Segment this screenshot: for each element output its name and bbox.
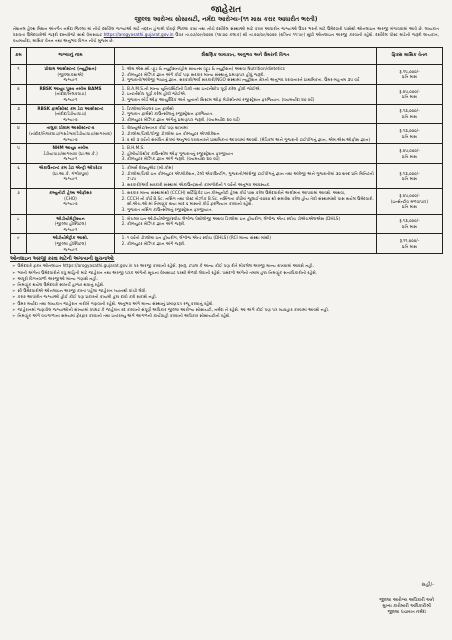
qualification-cell — [115, 163, 377, 188]
salary-amount: રૂ.૧૩,૦૦૦/- — [399, 218, 420, 224]
qualification-cell — [115, 124, 377, 144]
salary-period: પ્રતિ માસ — [401, 74, 418, 80]
post-name: ઓડીયોમેટ્રીક આસી. — [52, 235, 89, 241]
page-title: જાહેરાત — [210, 5, 242, 15]
table-row — [11, 144, 443, 164]
instruction-item: ➢ કરાર આધારીત જગ્યાઓ હોઈ કોઈ પણ પ્રકારનો કાયમી હક્ક દાવો કરી શકાશે નહી. — [19, 294, 442, 300]
post-place: (નાંદોદ/તિલકવાડા) — [54, 91, 87, 97]
salary-cell — [377, 104, 443, 124]
qualification-item: 1. ગ્રેજ્યુએટ/સ્નાતક કોઈ પણ શાખામાં — [127, 125, 374, 131]
salary-amount: રૂ.૧૩,૦૦૦/- — [399, 108, 420, 114]
post-place: ડેડીયાપાડા/સાગબારા (પ્રા.આ.કે.) — [43, 150, 98, 156]
table-row — [11, 65, 443, 85]
salary-amount: રૂ.૧૫,૦૦૦/- — [399, 68, 420, 74]
qualification-list — [117, 190, 374, 212]
qualification-list — [117, 216, 374, 227]
post-name: એકાઉન્ટન્ટ કમ ડેટા એન્ટ્રી ઓપરેટર — [38, 164, 103, 170]
qualification-item: 1. ડિપ્લોમા/બેચલર ઇન ફાર્મસી — [127, 106, 374, 112]
qualification-cell — [115, 104, 377, 124]
posts-table — [10, 47, 443, 254]
qualification-item: 2. કોમ્પ્યુટર બેઝિક જ્ઞાન અંગે જરૂરી. — [127, 241, 374, 247]
qualification-cell — [115, 234, 377, 254]
qualification-list — [117, 165, 374, 187]
salary-cell — [377, 124, 443, 144]
qualification-item: 1. B.H.M.S. — [127, 145, 374, 151]
post-name: NHM આયુષ તબીબ — [52, 145, 89, 151]
post-cell — [27, 65, 115, 85]
qualification-item: 1. ૧ વર્ષનો ડીપ્લોમા ઇન હીયરીંગ, લેંગ્વેજ એન્ડ સ્પીચ (DHLS) (RCI માન્ય સંસ્થા માંથી) — [127, 235, 374, 241]
salary-amount: રૂ.૧૩,૦૦૦/- — [399, 128, 420, 134]
arogyasathi-link[interactable]: https://arogyasathi.gujarat.gov.in — [103, 32, 174, 37]
post-count: જગ્યા-૧ — [63, 156, 78, 162]
row-number: ૧ — [11, 65, 27, 85]
table-row — [11, 84, 443, 104]
instruction-item: ➢ નિમણૂંક થયેલ ઉમેદવારે સ્વખર્ચે હાજર થવાનું રહેશે. — [19, 282, 442, 288]
post-count: જગ્યા-૧ — [63, 226, 78, 232]
col-header-salary: ફિક્સ માસિક વેતન — [377, 48, 443, 65]
instruction-item: ➢ સૌ ઉમેદવારોએ ઓનલાઇન અરજી કરતા પહેલા જાહેરાત ધ્યાનથી વાંચી લેવી. — [19, 288, 442, 294]
post-cell — [27, 214, 115, 234]
qualification-cell — [115, 84, 377, 104]
instructions-list — [10, 263, 442, 319]
qualification-cell — [115, 214, 377, 234]
qualification-list — [117, 86, 374, 103]
post-cell — [27, 234, 115, 254]
qualification-item: 3. કોમ્પ્યુટર બેઝિક જ્ઞાન અંગેનું પ્રમાણપત્ર જરૂરી. (વયમર્યાદા ૪૦ વર્ષ) — [127, 117, 374, 123]
table-row — [11, 124, 443, 144]
col-header-qualification: શૈક્ષણિક લાયકાત, અનુભવ અને ઉંમરની વિગત — [115, 48, 377, 65]
qualification-item: 3. ૨ થી ૩ વર્ષનો સંબંધિત ક્ષેત્રમાં અનુભવ ધરાવનારને પ્રાથમિકતા આપવામાં આવશે. (મેડિકલ અને ગુજરાતી ટાઈપીંગનું જ્ઞાન, એમ.એસ.ઓફીસ જ્ઞાન) — [127, 137, 374, 143]
post-place: (નાંદોદ/તિલકવાડા/ગરુડેશ્વર/ડેડીયાપાડા/સાગબારા) — [29, 130, 112, 136]
salary-amount: રૂ.૨૫,૦૦૦/- — [399, 147, 420, 153]
page-subtitle: જીલ્લા આરોગ્ય સોસાયટી, નર્મદા આરોગ્ય-(૧૧ માસ કરાર આધારીત ભરતી) — [134, 16, 318, 23]
qualification-item: 2. ડીપ્લોમા/ડિગ્રી ઇન કોમ્પ્યુટર એપ્લીકેશન, ટેલી એકાઉન્ટીંગ, ગુજરાતી/અંગ્રેજી ટાઈપીંગનું જ્ઞાન તથા અંગ્રેજી અને ગુજરાતીમાં ૩૦ શબ્દ પ્રતિ મિનિટની ઝડપ — [127, 171, 374, 182]
salary-amount: રૂ.૨૫,૦૦૦/- — [399, 193, 420, 199]
header — [10, 0, 442, 24]
qualification-item: 2. ઇન્ટર્નશીપ પૂર્ણ કરેલ હોવી જોઈએ. — [127, 91, 374, 97]
qualification-list — [117, 66, 374, 83]
qualification-item: 3. ગુજરાત નર્સિંગ કાઉન્સીલનું રજીસ્ટ્રેશન ફરજીયાત. — [127, 207, 374, 213]
salary-period: પ્રતિ માસ — [401, 204, 418, 210]
intro-text-after: ઉપર તા.૦૭/૦૯/૨૦૨૨ (૧૨:૦૦ કલાક) થી તા.૨૦/૦૯/૨૦૨૨ (રાત્રિના ૧૧:૫૯) સુધી ઓનલાઇન અરજી કરવાની રહેશે. દર્શાવેલ પોસ્ટ માટેની જરૂરી લાયકાત, વયમર્યાદા, માસિક વેતન તથા અનુભવ વિગત નીચે મુજબ છે. — [13, 32, 439, 43]
table-row — [11, 189, 443, 214]
row-number: ૨ — [11, 84, 27, 104]
qualification-cell — [115, 189, 377, 214]
qualification-list — [117, 106, 374, 123]
post-count: જગ્યા-૧ — [63, 176, 78, 182]
instructions-section — [10, 257, 442, 319]
post-count: જગ્યા-૨ — [63, 116, 78, 122]
post-cell — [27, 144, 115, 164]
post-place: (જીલ્લાકક્ષાએ) — [57, 71, 84, 77]
post-count: જગ્યા-૨ — [63, 201, 78, 207]
table-row — [11, 163, 443, 188]
qualification-item: 2. કોમ્પ્યુટર બેઝિક જ્ઞાન અંગે જરૂરી. — [127, 221, 374, 227]
row-number: ૫ — [11, 144, 27, 164]
table-row — [11, 234, 443, 254]
instruction-item: ➢ જાહેરાતમાં જણાવેલ જગ્યાઓની સંખ્યામાં વધઘટ કે જાહેરાત રદ કરવાનો સંપૂર્ણ અધિકાર જીલ્લા આરોગ્ય સોસાયટી, નર્મદા ને રહેશે. આ અંગે કોઈ પણ પત્ર વ્યવહાર કરવામાં આવશે નહી. — [19, 307, 442, 313]
table-row — [11, 104, 443, 124]
salary-cell — [377, 234, 443, 254]
salary-cell — [377, 214, 443, 234]
post-name: કમ્યુનીટી હેલ્થ ઓફીસર — [49, 190, 92, 196]
signature-mark: સહી/- — [421, 582, 434, 588]
qualification-item: 1. B.A.M.S.ની માન્ય યુનિવર્સિટીની ડિગ્રી તથા ઇન્ટર્નશીપ પૂર્ણ કરેલ હોવી જોઈએ. — [127, 86, 374, 92]
salary-cell — [377, 84, 443, 104]
qualification-item: 1. બેચલર ઇન ઓડીયોલોજી/સ્પીચ લેંગ્વેજ પેથોલોજી અથવા ડિપ્લોમા ઇન હીયરીંગ, લેંગ્વેજ એન્ડ સ્પીચ ડીએચએલએસ (DHLS) — [127, 216, 374, 222]
salary-note: (ઇન્સેન્ટીવ મળવાપાત્ર) — [390, 198, 429, 204]
post-place: (નાંદોદ/ડેડીયાપાડા) — [54, 111, 87, 117]
instructions-heading: ઓનલાઇન અરજી કરવા માટેની અગત્યની સુચનાઓઃ — [10, 257, 115, 263]
signature-block — [379, 582, 434, 616]
post-cell — [27, 104, 115, 124]
salary-period: પ્રતિ માસ — [401, 94, 418, 100]
row-number: ૯ — [11, 234, 27, 254]
qualification-item: 2. ગુજરાત ફાર્મસી કાઉન્સીલનું રજીસ્ટ્રેશન ફરજિયાત. — [127, 111, 374, 117]
post-cell — [27, 189, 115, 214]
salary-amount: રૂ.૧૧,૦૦૦/- — [399, 238, 420, 244]
post-place: (CHO) — [64, 195, 77, 201]
signature-line-1: જીલ્લા આરોગ્ય અધિકારી અને — [379, 598, 434, 603]
intro-text-before: નેશનલ હેલ્થ મિશન અંતર્ગત નર્મદા જિલ્લા માં નીચે દર્શાવેલ જગ્યાઓ માટે તદ્દન હંગામી ધોરણે જિલ્લા કક્ષા તથા નીચે દર્શાવેલ સંસ્થાઓ માટે કરાર આધારીત જગ્યાઓ ઉપર ભરતી માટે ઉમેદવારો પાસેથી ઓનલાઇન અરજી મંગાવવામાં આવે છે. લાયકાત ધરાવતા ઉમેદવારોએ જરૂરી દસ્તાવેજો સાથે વેબસાઇટ — [13, 26, 439, 37]
salary-cell — [377, 189, 443, 214]
post-place: (જીલ્લા હોસ્પિટલ) — [54, 241, 87, 247]
table-body — [11, 65, 443, 254]
post-cell — [27, 163, 115, 188]
post-name: RBSK આયુષ પુરુષ તબીબ BAMS — [39, 85, 102, 91]
row-number: ૮ — [11, 214, 27, 234]
salary-period: પ્રતિ માસ — [401, 224, 418, 230]
instruction-item: ➢ ઉમેદવારે ફક્ત ઓનલાઇન https://arogyasathi.gujarat.gov.in પર અરજી કરવાની રહેશે. રૂબરૂ, ટપાલ કે અન્ય કોઈ પણ રીતે મોકલેલ અરજી માન્ય રાખવામાં આવશે નહી. — [19, 263, 442, 269]
salary-period: પ્રતિ માસ — [401, 153, 418, 159]
salary-amount: રૂ.૧૩,૦૦૦/- — [399, 170, 420, 176]
qualification-list — [117, 125, 374, 142]
post-name: તાલુકા પ્રોગ્રામ આસીસ્ટન્ટ-૨ — [46, 125, 95, 131]
qualification-item: 3. સરકારી/અર્ધ સરકારી સંસ્થામાં એકાઉન્ટ્સની કામગીરીનો ૧ વર્ષનો અનુભવ આવશ્યક. — [127, 182, 374, 188]
post-cell — [27, 84, 115, 104]
qualification-cell — [115, 65, 377, 85]
qualification-item: 3. ગુજરાત બોર્ડ ઓફ આયુર્વેદિક અને યુનાની સિસ્ટમ ઓફ મેડીસીનમાં રજીસ્ટ્રેશન ફરજિયાત. (વયમર્યાદા ૪૦ વર્ષ) — [127, 97, 374, 103]
instruction-item: ➢ ઉંમર મર્યાદા તથા લાયકાત જાહેરાત તારીખે ગણવાની રહેશે. અનુભવ અંગે માન્ય સંસ્થાનું પ્રમાણપત્ર રજૂ કરવાનું રહેશે. — [19, 301, 442, 307]
post-name: RBSK ફાર્માસીસ્ટ કમ ડેટા આસીસ્ટન્ટ — [37, 105, 104, 111]
post-count: જગ્યા-૧ — [63, 77, 78, 83]
salary-period: પ્રતિ માસ — [401, 243, 418, 249]
salary-cell — [377, 144, 443, 164]
signature-line-2: મુખ્ય કારોબારી અધિકારીશ્રી — [382, 604, 432, 609]
qualification-item: 2. ડીપ્લોમા/ડિગ્રી/પીજી ડીપ્લોમા ઇન કોમ્પ્યુટર એપ્લીકેશન — [127, 131, 374, 137]
instruction-item: ➢ અધૂરી વિગતવાળી અરજીઓ માન્ય ગણાશે નહી. — [19, 276, 442, 282]
post-name: ઓડીયોમેટ્રીશ્યન — [56, 215, 85, 221]
post-count: જગ્યા-૧ — [63, 96, 78, 102]
row-number: ૩ — [11, 104, 27, 124]
table-row — [11, 214, 443, 234]
qualification-item: 1. એમ.એસ.સી.-ફૂડ & ન્યુટ્રીશન/હોમ સાયન્સ (ફૂડ & ન્યુટ્રીશન) અથવા Nutrition/dietetics — [127, 66, 374, 72]
post-name: પ્રોગ્રામ આસીસ્ટન્ટ (ન્યુટ્રીશન) — [44, 66, 97, 71]
qualification-list — [117, 145, 374, 162]
post-count: જગ્યા-૨ — [63, 136, 78, 142]
post-cell — [27, 124, 115, 144]
intro-paragraph — [13, 26, 439, 44]
qualification-item: 2. CCCH નો કોર્ષ B.Sc. નર્સિંગ તથા પોસ્ટ બેઝીક B.Sc. નર્સિંગના કોર્ષમાં જુલાઈ-૨૦૨૦ થી સમાવેશ કરેલ હોય તેવી સંસ્થામાંથી પાસ થયેલ ઉમેદવારો. સી.એચ.ઓ.માં નિમણૂંક થયા બાદ ૬ માસનો કોર્ષ ફરજિયાત કરવાનો રહેશે. — [127, 196, 374, 207]
post-count: જગ્યા-૧ — [63, 246, 78, 252]
instruction-item: ➢ નિમણૂંક અંગે વચગાળાના સમયમાં ફેરફાર કરવાનો તથા ઇન્ટરવ્યુ અંગે આગળની કાર્યવાહી કરવાનો અધિકાર સોસાયટીનો રહેશે. — [19, 313, 442, 319]
row-number: ૭ — [11, 189, 27, 214]
qualification-cell — [115, 144, 377, 164]
qualification-item: 2. કોમ્પ્યુટર બેઝિક જ્ઞાન અંગે કોઈ પણ સરકાર માન્ય સંસ્થાનું પ્રમાણપત્ર હોવું જરૂરી. — [127, 72, 374, 78]
salary-period: પ્રતિ માસ — [401, 176, 418, 182]
row-number: ૪ — [11, 124, 27, 144]
col-header-post: જગ્યાનું નામ — [27, 48, 115, 65]
post-place: (જીલ્લા હોસ્પિટલ) — [54, 221, 87, 227]
post-place: (પ્રા.આ.કે. ગંભીરપુરા) — [52, 170, 89, 176]
salary-cell — [377, 65, 443, 85]
qualification-item: 3. કોમ્પ્યુટર બેઝિક જ્ઞાન અંગે જરૂરી. (વયમર્યાદા ૪૦ વર્ષ) — [127, 156, 374, 162]
qualification-item: 3. ગુજરાતી/અંગ્રેજી ભાષાનું જ્ઞાન. સરકારી/અર્ધ સરકારી/NGO સંસ્થામાં ન્યુટ્રીશન ક્ષેત્રનો અનુભવ ધરાવનારને પ્રાથમિકતા. ઉંમર-મહત્તમ ૩૫ વર્ષ — [127, 77, 374, 83]
qualification-item: 1. કોમર્સ ગ્રેજ્યુએટ (બી.કોમ) — [127, 165, 374, 171]
qualification-item: 1. સરકાર માન્ય સંસ્થામાંથી (CCCH) સર્ટિફિકેટ ઇન કોમ્યુનીટી હેલ્થ કોર્ષ પાસ કરેલ ઉમેદવારોને અગ્રીમતા આપવામાં આવશે. અથવા, — [127, 190, 374, 196]
instruction-item: ➢ ભરતી અંગેના ઉમેદવારોને વધુ માહિતી માટે જાહેરાત તથા અરજી પત્રક અંગેની સૂચના વેબસાઇટ પરથી મેળવી લેવાની રહેશે. પસંદગી અંગેનો તમામ હક્ક નિમણૂંક સત્તાધિકારીનો રહેશે. — [19, 270, 442, 276]
col-header-sr: ક્રમ — [11, 48, 27, 65]
signature-line-3: જીલ્લા પંચાયત નર્મદા — [387, 610, 426, 615]
salary-cell — [377, 163, 443, 188]
salary-amount: રૂ.૨૫,૦૦૦/- — [399, 88, 420, 94]
qualification-item: 2. હોમીયોપેથીક કાઉન્સીલ ઓફ ગુજરાતનું રજીસ્ટ્રેશન ફરજીયાત — [127, 151, 374, 157]
salary-period: પ્રતિ માસ — [401, 133, 418, 139]
table-header-row — [11, 48, 443, 65]
salary-period: પ્રતિ માસ — [401, 113, 418, 119]
qualification-list — [117, 235, 374, 246]
row-number: ૬ — [11, 163, 27, 188]
